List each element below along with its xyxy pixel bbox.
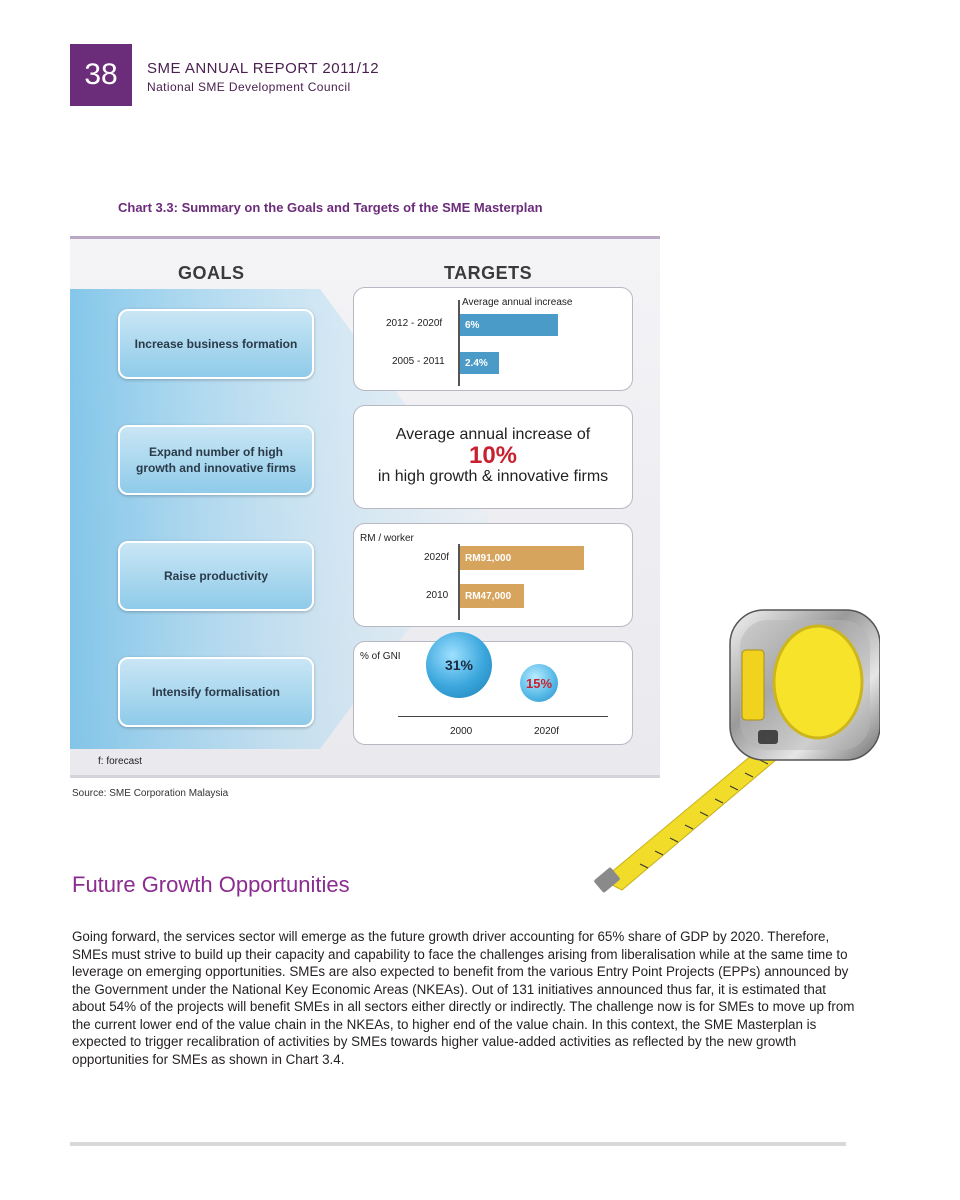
tape-measure-illustration <box>580 590 880 910</box>
section-title: Future Growth Opportunities <box>72 872 350 897</box>
tick-label: 2020f <box>424 552 450 563</box>
chart-caption: Chart 3.3: Summary on the Goals and Targets of the SME Masterplan <box>118 200 543 215</box>
tick-label: 2005 - 2011 <box>392 356 445 367</box>
goal-business-formation: Increase business formation <box>118 309 314 379</box>
axis-label: % of GNI <box>360 651 401 662</box>
tick-label: 2010 <box>426 590 449 601</box>
target-value: 10% <box>468 442 518 469</box>
axis-label: RM / worker <box>360 533 414 544</box>
goals-heading: GOALS <box>178 263 245 283</box>
bubble-2020: 15% <box>520 664 558 702</box>
chart-title: Average annual increase <box>462 297 573 308</box>
tick-label: 2012 - 2020f <box>386 318 443 329</box>
chart-footnote: f: forecast <box>98 756 142 767</box>
goal-formalisation: Intensify formalisation <box>118 657 314 727</box>
target-business-formation <box>353 287 633 391</box>
goal-productivity: Raise productivity <box>118 541 314 611</box>
goals-targets-infographic <box>70 236 660 778</box>
bubble-2000: 31% <box>426 632 492 698</box>
goal-high-growth-firms: Expand number of high growth and innovative firms <box>118 425 314 495</box>
footer-rule <box>70 1142 846 1146</box>
target-line-1: Average annual increase of <box>395 426 591 443</box>
target-line-2: in high growth & innovative firms <box>377 468 609 485</box>
bar-2020: RM91,000 <box>460 546 584 570</box>
targets-heading: TARGETS <box>444 263 533 283</box>
section-body: Going forward, the services sector will emerge as the future growth driver accounting for 65% share of GDP by 2020. Therefore, SMEs must strive to build up their capacity and capability to face the challenges arising from liberalisation while at the same time to leverage on emerging opportunities. SMEs are also expected to benefit from the various Entry Point Projects (EPPs) announced by the Government under the National Key Economic Areas (NKEAs). Out of 131 initiatives announced thus far, it is estimated that about 54% of the projects will benefit SMEs in all sectors either directly or indirectly. The challenge now is for SMEs to move up from the current lower end of the value chain in the NKEAs, to higher end of the value chain. In this context, the SME Masterplan is expected to trigger recalibration of activities by SMEs towards higher value-added activities as reflected by the new growth opportunities for SMEs as shown in Chart 3.4. <box>72 929 855 1067</box>
chart-source: Source: SME Corporation Malaysia <box>72 788 229 799</box>
report-title: SME ANNUAL REPORT 2011/12 <box>147 60 380 77</box>
tick-label: 2020f <box>534 726 560 737</box>
tick-label: 2000 <box>450 726 473 737</box>
bar-2012-2020: 6% <box>460 314 558 336</box>
bar-2005-2011: 2.4% <box>460 352 499 374</box>
report-subtitle: National SME Development Council <box>147 80 351 94</box>
bar-2010: RM47,000 <box>460 584 524 608</box>
axis-line <box>398 716 608 717</box>
page-number: 38 <box>70 44 132 106</box>
target-high-growth-firms <box>353 405 633 509</box>
